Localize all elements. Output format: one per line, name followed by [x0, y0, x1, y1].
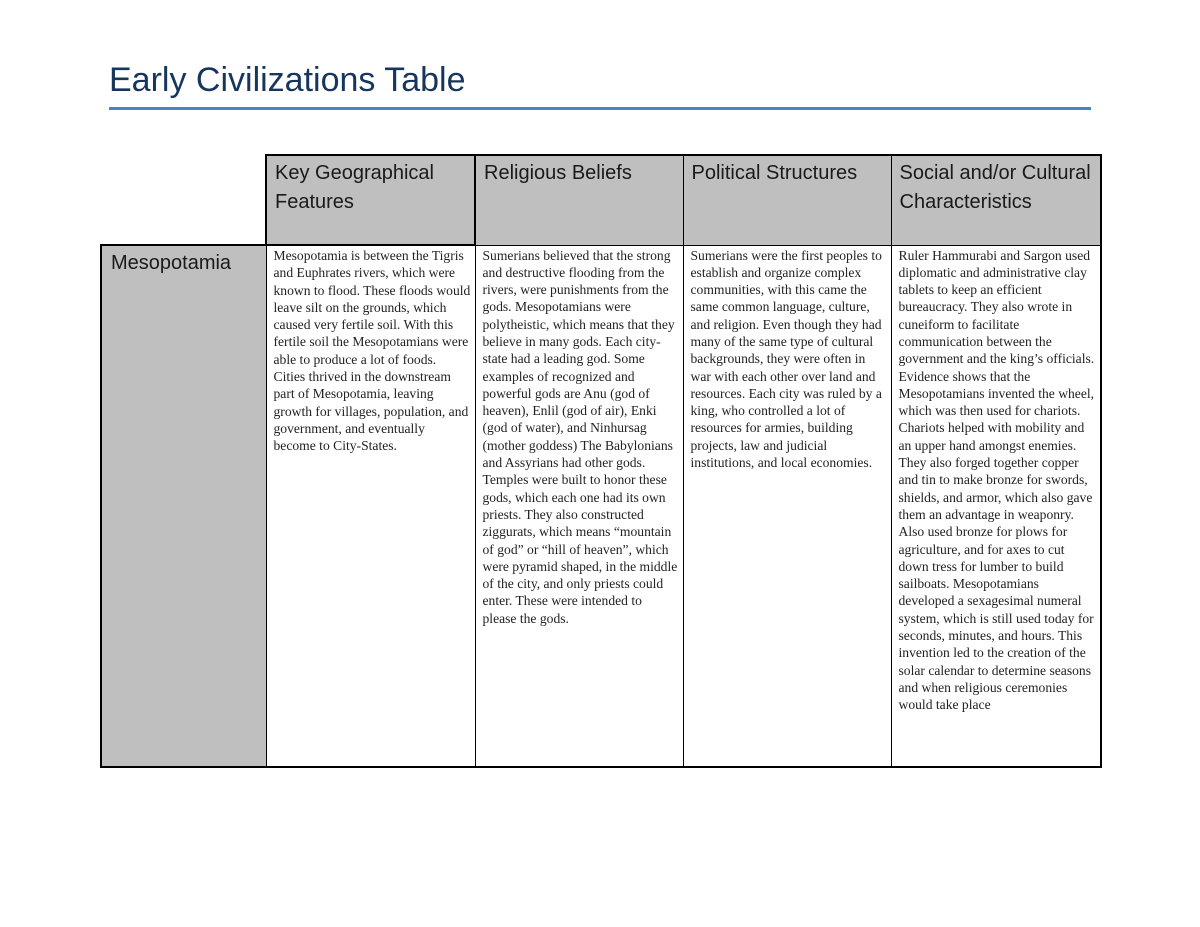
column-header	[891, 155, 1101, 245]
column-header-label: Political Structures	[691, 162, 858, 184]
column-header-label: Key Geographical Features	[275, 162, 434, 213]
column-header	[266, 155, 475, 245]
table-cell	[266, 245, 475, 767]
cell-text: Mesopotamia is between the Tigris and Euphrates rivers, which were known to flood. These floods would leave silt on the grounds, which caused very fertile soil. With this fertile soil the Mesopotamians were able to produce a lot of foods. Cities thrived in the downstream part of Mesopotamia, leaving growth for villages, population, and government, and eventually become to City-States.	[273, 248, 471, 454]
table-cell	[475, 245, 683, 767]
cell-text: Sumerians believed that the strong and destructive flooding from the rivers, were punishments from the gods. Mesopotamians were polytheistic, which means that they believe in many gods. Each city-state had a leading god. Some examples of recognized and powerful gods are Anu (god of heaven), Enlil (god of air), Enki (god of water), and Ninhursag (mother goddess) The Babylonians and Assyrians had other gods. Temples were built to honor these gods, which each one had its own priests. They also constructed ziggurats, which means “mountain of god” or “hill of heaven”, which were pyramid shaped, in the middle of the city, and only priests could enter. These were intended to please the gods.	[482, 247, 678, 626]
table-cell	[683, 245, 891, 767]
column-header	[683, 155, 891, 245]
row-header	[101, 245, 266, 767]
civilizations-table	[100, 154, 1102, 768]
table-cell	[891, 245, 1101, 767]
cell-text: Sumerians were the first peoples to establish and organize complex communities, with this came the same common language, culture, and religion. Even though they had many of the same type of cultural backgrounds, they were often in war with each other over land and resources. Each city was ruled by a king, who controlled a lot of resources for armies, building projects, law and judicial institutions, and local economies.	[690, 247, 882, 471]
column-header	[475, 155, 683, 245]
table-header-row	[101, 155, 1101, 245]
cell-text: Ruler Hammurabi and Sargon used diplomatic and administrative clay tablets to keep an efficient bureaucracy. They also wrote in cuneiform to facilitate communication between the government and the king’s officials. Evidence shows that the Mesopotamians invented the wheel, which was then used for chariots. Chariots helped with mobility and an upper hand amongst enemies. They also forged together copper and tin to make bronze for swords, shields, and armor, which also gave them an advantage in weaponry. Also used bronze for plows for agriculture, and for axes to cut down tress for lumber to build sailboats. Mesopotamians developed a sexagesimal numeral system, which is still used today for seconds, minutes, and hours. This invention led to the creation of the solar calendar to determine seasons and when religious ceremonies would take place	[898, 247, 1095, 713]
table-row	[101, 245, 1101, 767]
column-header-label: Social and/or Cultural Characteristics	[899, 162, 1091, 213]
title-underline	[109, 107, 1091, 110]
row-header-label: Mesopotamia	[111, 252, 232, 274]
table-corner-cell	[101, 155, 266, 245]
column-header-label: Religious Beliefs	[484, 162, 632, 184]
page-title: Early Civilizations Table	[109, 61, 466, 99]
